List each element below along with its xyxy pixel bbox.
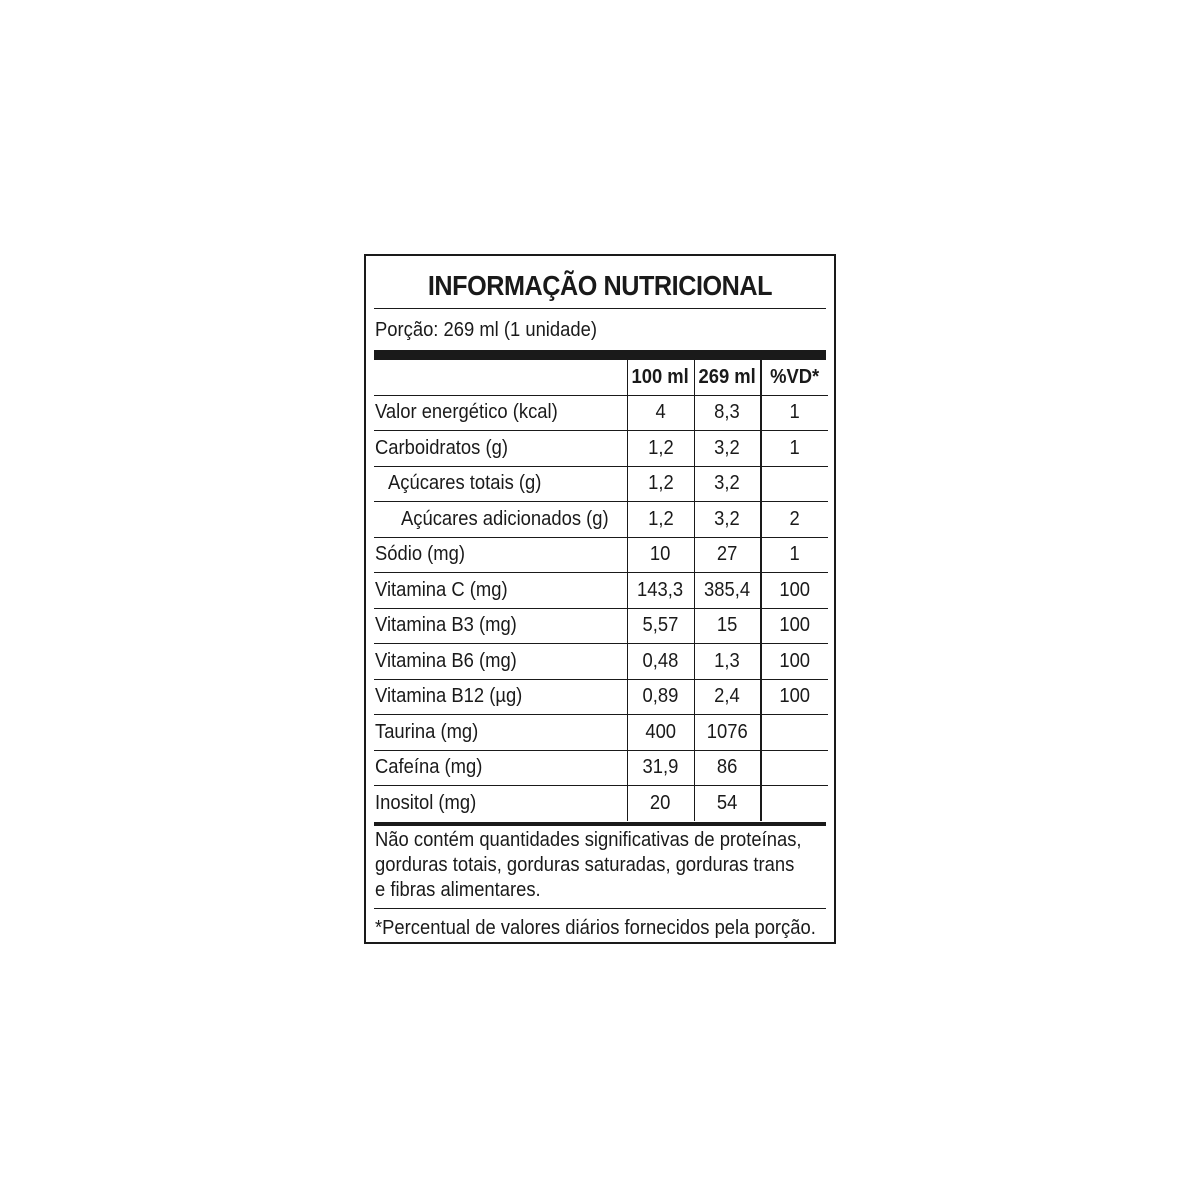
value-269ml: 3,2	[694, 431, 761, 467]
value-vd	[761, 466, 828, 502]
value-vd: 1	[761, 537, 828, 573]
value-100ml: 1,2	[627, 466, 694, 502]
value-269ml: 3,2	[694, 466, 761, 502]
value-100ml: 1,2	[627, 502, 694, 538]
value-vd: 1	[761, 395, 828, 431]
table-row	[374, 644, 828, 680]
value-vd: 100	[761, 679, 828, 715]
value-100ml: 10	[627, 537, 694, 573]
table-row	[374, 431, 828, 467]
nutrition-title: INFORMAÇÃO NUTRICIONAL	[427, 270, 773, 301]
nutrient-label: Vitamina B12 (µg)	[374, 679, 627, 715]
nutrient-label: Vitamina C (mg)	[374, 573, 627, 609]
value-100ml: 5,57	[627, 608, 694, 644]
value-100ml: 0,89	[627, 679, 694, 715]
value-269ml: 3,2	[694, 502, 761, 538]
nutrition-facts-panel	[364, 254, 836, 944]
table-bottom-thick-divider	[374, 822, 826, 826]
table-row	[374, 573, 828, 609]
nutrient-label: Vitamina B6 (mg)	[374, 644, 627, 680]
value-vd: 100	[761, 573, 828, 609]
value-269ml: 385,4	[694, 573, 761, 609]
footnote-divider	[374, 908, 826, 909]
value-269ml: 1076	[694, 715, 761, 751]
table-row	[374, 537, 828, 573]
header-daily-value: %VD*	[761, 360, 828, 395]
nutrient-label: Açúcares totais (g)	[374, 466, 627, 502]
daily-value-footnote: *Percentual de valores diários fornecidos pela porção.	[375, 917, 816, 939]
table-row	[374, 750, 828, 786]
table-row	[374, 679, 828, 715]
value-100ml: 31,9	[627, 750, 694, 786]
value-269ml: 8,3	[694, 395, 761, 431]
value-vd: 100	[761, 644, 828, 680]
table-header-row	[374, 360, 828, 395]
nutrient-label: Açúcares adicionados (g)	[374, 502, 627, 538]
value-269ml: 86	[694, 750, 761, 786]
header-per-portion: 269 ml	[694, 360, 761, 395]
value-vd	[761, 715, 828, 751]
portion-size: Porção: 269 ml (1 unidade)	[375, 319, 597, 341]
nutrition-note: Não contém quantidades significativas de proteínas, gorduras totais, gorduras saturadas, gorduras trans e fibras alimentares.	[375, 829, 802, 901]
table-row	[374, 502, 828, 538]
value-vd	[761, 750, 828, 786]
value-269ml: 15	[694, 608, 761, 644]
value-269ml: 54	[694, 786, 761, 821]
table-row	[374, 395, 828, 431]
value-269ml: 1,3	[694, 644, 761, 680]
header-per-100ml: 100 ml	[627, 360, 694, 395]
value-100ml: 1,2	[627, 431, 694, 467]
value-vd	[761, 786, 828, 821]
nutrient-label: Carboidratos (g)	[374, 431, 627, 467]
table-row	[374, 466, 828, 502]
table-row	[374, 715, 828, 751]
header-empty-cell	[374, 360, 627, 395]
table-row	[374, 608, 828, 644]
value-vd: 100	[761, 608, 828, 644]
value-100ml: 0,48	[627, 644, 694, 680]
value-269ml: 2,4	[694, 679, 761, 715]
table-row	[374, 786, 828, 821]
nutrient-label: Valor energético (kcal)	[374, 395, 627, 431]
nutrient-label: Cafeína (mg)	[374, 750, 627, 786]
value-100ml: 20	[627, 786, 694, 821]
nutrient-label: Taurina (mg)	[374, 715, 627, 751]
value-269ml: 27	[694, 537, 761, 573]
value-vd: 1	[761, 431, 828, 467]
nutrition-table	[374, 360, 828, 821]
nutrient-label: Sódio (mg)	[374, 537, 627, 573]
nutrient-label: Vitamina B3 (mg)	[374, 608, 627, 644]
value-vd: 2	[761, 502, 828, 538]
value-100ml: 4	[627, 395, 694, 431]
title-divider	[374, 308, 826, 309]
portion-thick-divider	[374, 350, 826, 360]
value-100ml: 400	[627, 715, 694, 751]
nutrient-label: Inositol (mg)	[375, 791, 477, 814]
value-100ml: 143,3	[627, 573, 694, 609]
